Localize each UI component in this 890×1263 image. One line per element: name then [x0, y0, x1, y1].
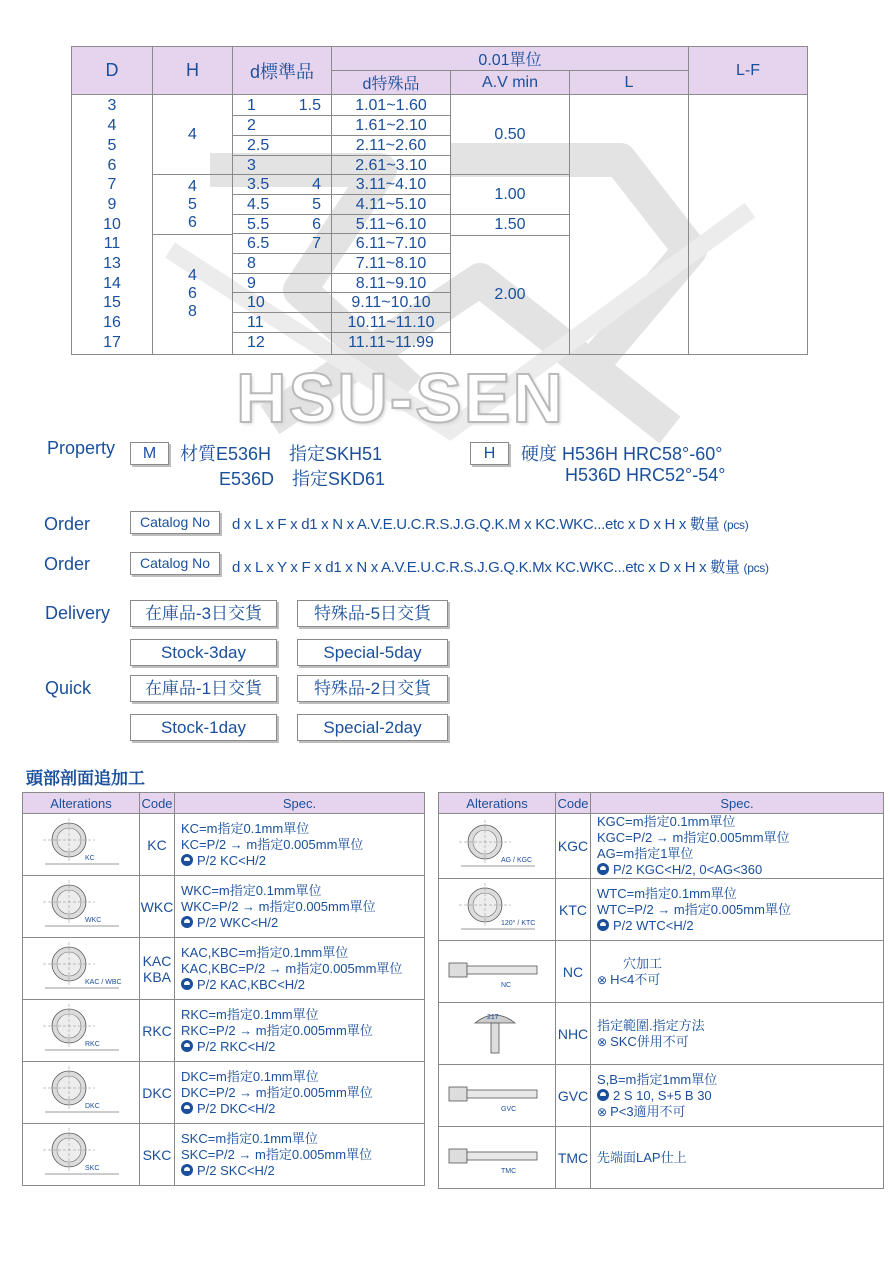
d-standard-row: [233, 274, 331, 294]
spec-line: WTC=m指定0.1mm單位: [597, 885, 737, 901]
av-group: [451, 95, 569, 175]
alteration-diagram-label: SKC: [85, 1165, 100, 1172]
alteration-image: [439, 1003, 556, 1065]
alteration-diagram: [23, 1000, 135, 1056]
spec-line: WTC=P/2 → m指定0.005mm單位: [597, 901, 791, 917]
alteration-image: [23, 938, 140, 1000]
quick-special-en: Special-2day: [297, 714, 448, 741]
spec-line: DKC=m指定0.1mm單位: [181, 1068, 319, 1084]
alteration-spec: [175, 1000, 425, 1062]
alteration-spec: [591, 1065, 884, 1127]
spec-note: [181, 1101, 424, 1117]
d-value: 13: [103, 254, 121, 272]
lightbulb-icon: [597, 1089, 609, 1101]
lightbulb-icon: [181, 978, 193, 990]
catalog-no-box: Catalog No: [130, 552, 220, 575]
alteration-code: NC: [556, 941, 591, 1003]
d-standard-value: 2: [247, 117, 256, 135]
header-spec: Spec.: [591, 793, 884, 814]
alteration-spec: [591, 879, 884, 941]
d-standard-value: 4.5: [247, 195, 270, 213]
d-special-value: 9.11~10.10: [332, 293, 450, 313]
lightbulb-icon: [181, 916, 193, 928]
property-label: Property: [47, 438, 116, 458]
av-group: [451, 175, 569, 215]
alteration-diagram: [439, 879, 551, 935]
d-value: 16: [103, 314, 121, 332]
d-standard-value-alt: [291, 333, 321, 353]
d-special-value: 5.11~6.10: [332, 215, 450, 235]
d-standard-value: 2.5: [247, 136, 270, 154]
alteration-code: KC: [140, 814, 175, 876]
alteration-image: [23, 876, 140, 938]
h-value: 6: [188, 285, 197, 303]
alteration-code: TMC: [556, 1127, 591, 1189]
h-value: 8: [188, 303, 197, 321]
prohibited-icon: ⊗: [597, 972, 608, 987]
spec-line: KGC=P/2 → m指定0.005mm單位: [597, 830, 790, 845]
alteration-spec: [175, 1124, 425, 1186]
header-h: H: [153, 47, 233, 95]
av-value: 0.50: [494, 125, 526, 143]
alteration-image: [23, 1000, 140, 1062]
spec-line: AG=m指定1單位: [597, 846, 694, 861]
delivery-special-en: Special-5day: [297, 639, 448, 666]
spec-note-text: 2 S 10, S+5 B 30: [613, 1087, 712, 1103]
spec-note-text: P/2 DKC<H/2: [197, 1100, 276, 1116]
spec-note: [181, 1163, 424, 1179]
header-lf: L-F: [689, 47, 808, 95]
alteration-spec: [175, 876, 425, 938]
spec-note-text: P/2 KC<H/2: [197, 852, 267, 868]
alteration-spec: [175, 814, 425, 876]
alteration-diagram-label: AG / KGC: [501, 856, 533, 864]
d-special-value: 4.11~5.10: [332, 195, 450, 215]
hardness-line-1: 硬度 H536H HRC58°-60°: [521, 444, 723, 464]
delivery-stock-cn: 在庫品-3日交貨: [130, 600, 277, 627]
alteration-diagram: [23, 938, 135, 994]
alteration-row: [23, 876, 425, 938]
alteration-code: RKC: [140, 1000, 175, 1062]
alteration-row: [439, 879, 884, 941]
spec-note: [181, 977, 424, 993]
alteration-diagram: [23, 1124, 135, 1180]
alteration-spec: [175, 1062, 425, 1124]
order-formula: [232, 513, 748, 534]
d-value: 10: [103, 215, 121, 233]
d-standard-row: [233, 116, 331, 136]
header-alterations: Alterations: [439, 793, 556, 814]
alteration-diagram: [23, 814, 135, 870]
spec-note-text: P/2 KGC<H/2, 0<AG<360: [613, 862, 763, 877]
alteration-diagram: [23, 1062, 135, 1118]
av-column: [451, 95, 570, 355]
d-special-value: 2.11~2.60: [332, 136, 450, 156]
alteration-diagram-label: GVC: [501, 1106, 517, 1113]
property-m-box: M: [130, 442, 169, 465]
spec-note-text: P/2 WTC<H/2: [613, 917, 694, 933]
alteration-diagram-label: WKC: [85, 917, 102, 924]
order-unit: (pcs): [743, 561, 769, 575]
alteration-image: [439, 1127, 556, 1189]
alteration-diagram-label: KC: [85, 855, 95, 862]
alteration-row: [23, 938, 425, 1000]
d-standard-value-alt: [291, 156, 321, 175]
spec-line: SKC=m指定0.1mm單位: [181, 1130, 318, 1146]
d-standard-value: 9: [247, 274, 256, 292]
alteration-row: [439, 1065, 884, 1127]
d-special-value: 10.11~11.10: [332, 313, 450, 333]
alteration-code: KGC: [556, 814, 591, 879]
alterations-table-right: [438, 792, 884, 1189]
d-special-value: 8.11~9.10: [332, 274, 450, 294]
catalog-no-box: Catalog No: [130, 511, 220, 534]
d-standard-row: [233, 136, 331, 156]
d-standard-value: 12: [247, 333, 265, 351]
spec-line: DKC=P/2 → m指定0.005mm單位: [181, 1084, 373, 1100]
d-special-value: 6.11~7.10: [332, 234, 450, 254]
av-group: [451, 215, 569, 236]
alteration-spec: [591, 941, 884, 1003]
alteration-spec: [591, 1127, 884, 1189]
lightbulb-icon: [597, 919, 609, 931]
d-standard-row: [233, 333, 331, 353]
order-formula-text: d x L x Y x F x d1 x N x A.V.E.U.C.R.S.J.G.Q.K.Mx KC.WKC...etc x D x H x 數量: [232, 559, 740, 576]
material-line-1: 材質E536H 指定SKH51: [180, 444, 383, 464]
alteration-diagram-label: NC: [501, 982, 512, 989]
d-value: 3: [107, 97, 117, 115]
spec-line: WKC=m指定0.1mm單位: [181, 882, 322, 898]
d-value: 11: [103, 235, 121, 253]
d-standard-value-alt: [291, 274, 321, 293]
alteration-code: NHC: [556, 1003, 591, 1065]
d-standard-value: 8: [247, 254, 256, 272]
alteration-code: KAC KBA: [140, 938, 175, 1000]
alteration-spec: [591, 1003, 884, 1065]
lf-column: [689, 95, 808, 355]
spec-note-text: P/2 WKC<H/2: [197, 914, 279, 930]
d-standard-value: 1: [247, 97, 256, 115]
d-standard-value-alt: 4: [312, 176, 321, 194]
h-value: 4: [188, 177, 197, 195]
alteration-diagram-label: 217: [487, 1014, 499, 1021]
d-value: 9: [107, 195, 117, 213]
lightbulb-icon: [181, 1164, 193, 1176]
spec-line: KAC,KBC=P/2 → m指定0.005mm單位: [181, 960, 403, 976]
d-standard-row: [233, 195, 331, 215]
d-standard-row: [233, 156, 331, 176]
spec-line: KGC=m指定0.1mm單位: [597, 814, 736, 829]
alteration-spec: [591, 814, 884, 879]
header-spec: Spec.: [175, 793, 425, 814]
spec-line: KC=m指定0.1mm單位: [181, 820, 310, 836]
header-d: D: [72, 47, 153, 95]
d-value: 17: [103, 333, 121, 351]
alteration-row: [23, 1062, 425, 1124]
av-group: [451, 236, 569, 354]
alteration-diagram-label: DKC: [85, 1103, 100, 1110]
d-standard-value-alt: 7: [312, 235, 321, 253]
d-special-value: 1.61~2.10: [332, 116, 450, 136]
alteration-code: DKC: [140, 1062, 175, 1124]
d-value: 5: [107, 136, 117, 154]
spec-note: [597, 972, 883, 988]
alteration-row: [23, 1000, 425, 1062]
spec-note: [597, 918, 883, 934]
alteration-diagram-label: TMC: [501, 1168, 517, 1175]
d-value: 7: [107, 176, 117, 194]
d-value: 14: [103, 274, 121, 292]
d-standard-row: [233, 254, 331, 274]
d-value: 4: [107, 117, 117, 135]
h-value: 6: [188, 213, 197, 231]
header-l: L: [570, 71, 689, 95]
material-line-2: E536D 指定SKD61: [219, 469, 386, 489]
quick-stock-cn: 在庫品-1日交貨: [130, 675, 277, 702]
spec-note-text: P<3適用不可: [610, 1103, 686, 1119]
d-standard-row: [233, 96, 331, 116]
alteration-image: [439, 879, 556, 941]
spec-line: KAC,KBC=m指定0.1mm單位: [181, 944, 349, 960]
spec-line: 穴加工: [597, 955, 663, 971]
spec-note: [181, 1039, 424, 1055]
d-special-value: 2.61~3.10: [332, 156, 450, 176]
delivery-special-cn: 特殊品-5日交貨: [297, 600, 448, 627]
property-h-box: H: [470, 442, 509, 465]
d-special-value: 11.11~11.99: [348, 333, 434, 351]
alteration-image: [23, 1124, 140, 1186]
d-standard-row: [233, 293, 331, 313]
d-standard-value-alt: [291, 254, 321, 273]
d-standard-row: [233, 215, 331, 235]
alterations-table-left: [22, 792, 425, 1186]
order-formula: [232, 556, 769, 577]
alteration-diagram: [439, 816, 551, 872]
alteration-row: [439, 1003, 884, 1065]
order-label: Order: [44, 514, 91, 534]
av-value: 1.50: [494, 216, 526, 234]
alteration-image: [23, 814, 140, 876]
header-av-min: A.V min: [451, 71, 570, 95]
alteration-code: KTC: [556, 879, 591, 941]
d-standard-value: 6.5: [247, 235, 270, 253]
spec-line: SKC=P/2 → m指定0.005mm單位: [181, 1146, 373, 1162]
spec-table: [71, 46, 808, 355]
alteration-diagram-label: KAC / WBC: [85, 979, 122, 986]
spec-note: [181, 915, 424, 931]
spec-note-text: SKC併用不可: [610, 1033, 689, 1049]
l-column: [570, 95, 689, 355]
lightbulb-icon: [181, 1040, 193, 1052]
d-standard-value-alt: [291, 136, 321, 155]
d-standard-value-alt: 1.5: [298, 97, 321, 115]
d-standard-row: [233, 313, 331, 333]
alterations-title: 頭部剖面追加工: [26, 769, 145, 788]
d-standard-value: 3.5: [247, 176, 270, 194]
header-unit: 0.01單位: [332, 47, 689, 71]
spec-line: 指定範圍.指定方法: [597, 1017, 705, 1033]
alteration-code: SKC: [140, 1124, 175, 1186]
alteration-diagram: [439, 941, 551, 997]
d-special-column: [332, 95, 451, 355]
spec-line: WKC=P/2 → m指定0.005mm單位: [181, 898, 376, 914]
spec-note-text: P/2 SKC<H/2: [197, 1162, 275, 1178]
d-standard-value: 10: [247, 294, 265, 312]
alteration-image: [439, 814, 556, 879]
spec-note: [597, 1034, 883, 1050]
alteration-row: [439, 814, 884, 879]
d-standard-column: [233, 95, 332, 355]
order-label: Order: [44, 554, 91, 574]
d-standard-value: 3: [247, 156, 256, 174]
d-special-value: 1.01~1.60: [332, 96, 450, 116]
lightbulb-icon: [181, 1102, 193, 1114]
d-standard-value-alt: [291, 313, 321, 332]
av-value: 2.00: [494, 286, 526, 304]
quick-special-cn: 特殊品-2日交貨: [297, 675, 448, 702]
prohibited-icon: ⊗: [597, 1034, 608, 1049]
d-standard-row: [233, 234, 331, 254]
header-d-special: d特殊品: [332, 71, 451, 95]
alteration-spec: [175, 938, 425, 1000]
spec-note: [597, 1104, 883, 1120]
spec-line: RKC=P/2 → m指定0.005mm單位: [181, 1022, 373, 1038]
alteration-diagram: [23, 876, 135, 932]
quick-label: Quick: [45, 678, 92, 698]
hardness-line-2: H536D HRC52°-54°: [565, 465, 726, 485]
d-standard-value-alt: 6: [312, 215, 321, 233]
alteration-row: [23, 1124, 425, 1186]
spec-line: RKC=m指定0.1mm單位: [181, 1006, 319, 1022]
av-value: 1.00: [494, 185, 526, 203]
alteration-diagram: [439, 1065, 551, 1121]
header-alterations: Alterations: [23, 793, 140, 814]
h-column: [153, 95, 233, 355]
delivery-stock-en: Stock-3day: [130, 639, 277, 666]
header-d-standard: d標準品: [233, 47, 332, 95]
d-standard-value-alt: [291, 116, 321, 135]
alteration-diagram-label: RKC: [85, 1041, 100, 1048]
h-group: [153, 175, 232, 235]
d-standard-value-alt: [291, 293, 321, 312]
alteration-row: [23, 814, 425, 876]
spec-note-text: P/2 RKC<H/2: [197, 1038, 276, 1054]
lightbulb-icon: [597, 863, 609, 875]
header-code: Code: [556, 793, 591, 814]
alteration-diagram-label: 120° / KTC: [501, 920, 536, 927]
header-code: Code: [140, 793, 175, 814]
spec-note-text: H<4不可: [610, 971, 661, 987]
alteration-row: [439, 941, 884, 1003]
watermark-text: HSU-SEN: [236, 359, 566, 437]
d-special-value: 7.11~8.10: [332, 254, 450, 274]
d-standard-row: [233, 175, 331, 195]
h-group: [153, 95, 232, 175]
alteration-code: GVC: [556, 1065, 591, 1127]
order-formula-text: d x L x F x d1 x N x A.V.E.U.C.R.S.J.G.Q.K.M x KC.WKC...etc x D x H x 數量: [232, 516, 720, 533]
h-value: 4: [188, 126, 197, 144]
spec-line: 先端面LAP仕上: [597, 1149, 687, 1165]
alteration-image: [23, 1062, 140, 1124]
d-standard-value: 5.5: [247, 215, 270, 233]
alteration-row: [439, 1127, 884, 1189]
spec-note-text: P/2 KAC,KBC<H/2: [197, 976, 306, 992]
d-standard-value: 11: [247, 314, 264, 332]
spec-note: [597, 1088, 883, 1104]
lightbulb-icon: [181, 854, 193, 866]
h-value: 5: [188, 195, 197, 213]
spec-note: [181, 853, 424, 869]
alteration-diagram: [439, 1127, 551, 1183]
d-standard-value-alt: 5: [312, 195, 321, 213]
spec-line: S,B=m指定1mm單位: [597, 1071, 718, 1087]
spec-note: [597, 862, 883, 878]
order-unit: (pcs): [723, 518, 749, 532]
h-group: [153, 235, 232, 353]
prohibited-icon: ⊗: [597, 1104, 608, 1119]
h-value: 4: [188, 267, 197, 285]
quick-stock-en: Stock-1day: [130, 714, 277, 741]
delivery-label: Delivery: [45, 603, 111, 623]
d-value: 6: [107, 156, 117, 174]
d-value: 15: [103, 294, 121, 312]
d-special-value: 3.11~4.10: [332, 175, 450, 195]
alteration-image: [439, 1065, 556, 1127]
d-column: [72, 95, 153, 355]
alteration-code: WKC: [140, 876, 175, 938]
spec-line: KC=P/2 → m指定0.005mm單位: [181, 836, 364, 852]
alteration-image: [439, 941, 556, 1003]
alteration-diagram: [439, 1003, 551, 1059]
